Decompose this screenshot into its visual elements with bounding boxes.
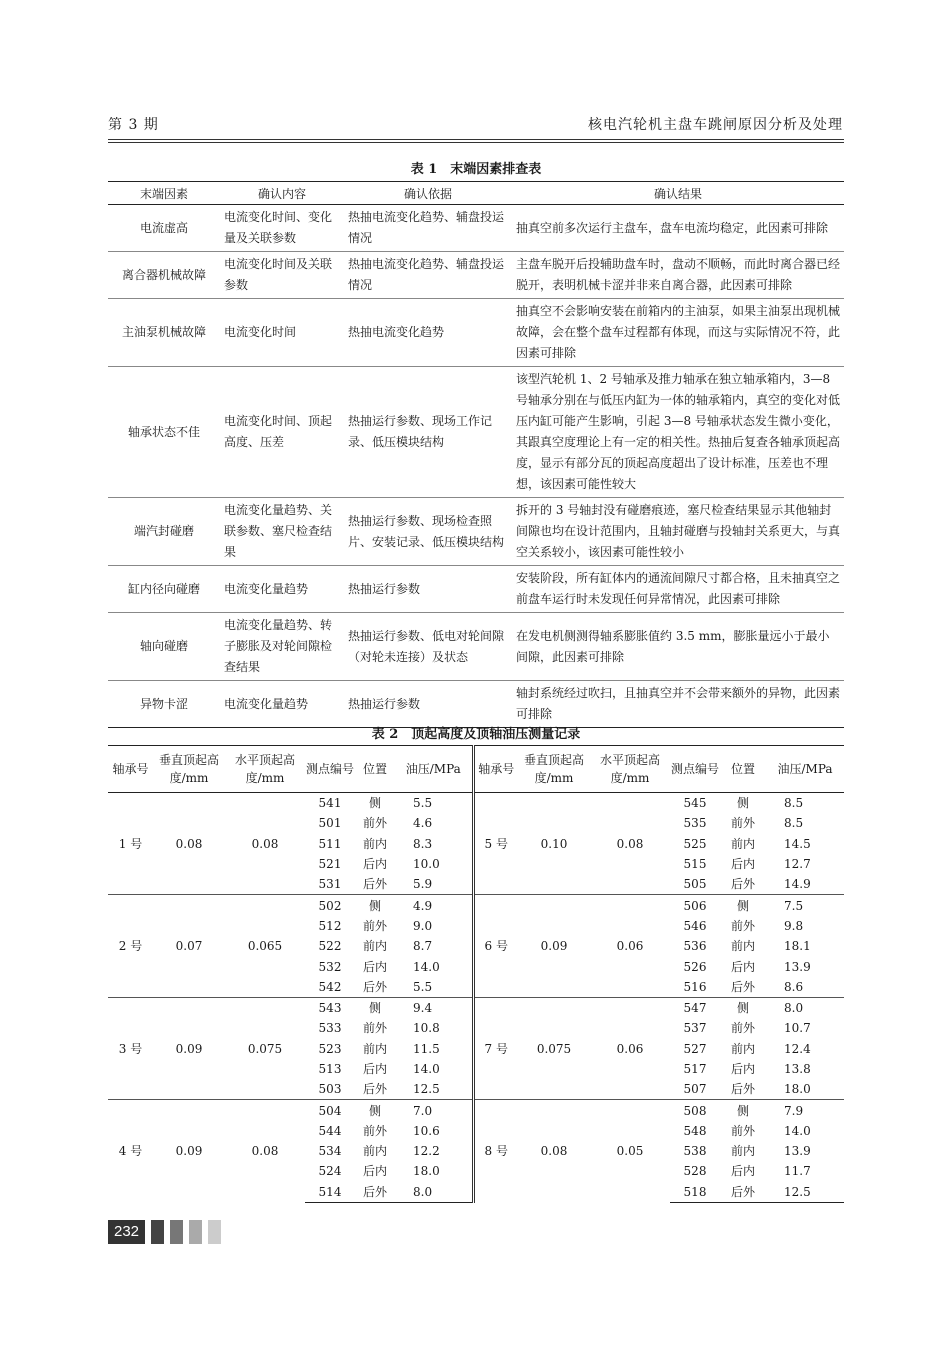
table1-cell: 在发电机侧测得轴系膨胀值约 3.5 mm，膨胀量远小于最小间隙，此因素可排除: [512, 613, 844, 681]
oil-pressure-cell: 11.7: [784, 1164, 811, 1179]
table2-row: [108, 793, 844, 814]
oil-pressure-cell: 5.9: [395, 874, 473, 895]
factor-cell: 电流虚高: [108, 205, 220, 252]
position-cell: 前内: [730, 939, 755, 954]
position-cell: 后内: [362, 959, 387, 974]
position-cell: 侧: [355, 997, 395, 1018]
position-cell: 后内: [730, 1164, 755, 1179]
factor-cell: 主油泵机械故障: [108, 299, 220, 367]
position-cell: 前外: [362, 1123, 387, 1138]
oil-pressure-cell: 12.5: [766, 1182, 844, 1203]
point-id-cell: 514: [305, 1182, 355, 1203]
bearing-cell: 3 号: [108, 997, 153, 1099]
decor-block: [170, 1220, 183, 1244]
position-cell: 前外: [362, 816, 387, 831]
table2-caption: 表 2 顶起高度及顶轴油压测量记录: [371, 727, 581, 742]
position-cell: 后外: [730, 877, 755, 892]
point-id-cell: 503: [318, 1082, 342, 1097]
table1-cell: 热抽电流变化趋势: [344, 299, 512, 367]
oil-pressure-cell: 5.5: [395, 793, 473, 814]
table2-header-cell: 位置: [355, 746, 395, 793]
oil-pressure-cell: 13.9: [784, 1144, 811, 1159]
table1-caption: 表 1 末端因素排查表: [410, 162, 542, 177]
horizontal-lift-cell: 0.06: [590, 895, 670, 997]
point-id-cell: 527: [683, 1041, 707, 1056]
table2: [108, 745, 844, 1203]
factor-cell: 端汽封碰磨: [108, 498, 220, 566]
point-id-cell: 506: [670, 895, 720, 916]
position-cell: 侧: [355, 1100, 395, 1121]
bearing-cell: 8 号: [473, 1100, 518, 1202]
table1-cell: 抽真空不会影响安装在前箱内的主油泵，如果主油泵出现机械故障，会在整个盘车过程都有体现，而这与实际情况不符，此因素可排除: [512, 299, 844, 367]
position-cell: 后内: [362, 857, 387, 872]
table1-cell: 电流变化时间及关联参数: [220, 252, 344, 299]
oil-pressure-cell: 14.0: [784, 1123, 811, 1138]
point-id-cell: 532: [318, 959, 342, 974]
oil-pressure-cell: 8.0: [395, 1182, 473, 1203]
oil-pressure-cell: 7.5: [766, 895, 844, 916]
vertical-lift-cell: 0.10: [540, 836, 568, 851]
horizontal-lift-cell: 0.05: [590, 1100, 670, 1202]
oil-pressure-cell: 5.5: [395, 977, 473, 998]
oil-pressure-cell: 8.6: [784, 979, 804, 994]
oil-pressure-cell: 18.0: [395, 1161, 473, 1181]
table2-row: [108, 895, 844, 916]
bearing-cell: 5 号: [484, 836, 508, 851]
position-cell: 后内: [730, 857, 755, 872]
oil-pressure-cell: 4.9: [395, 895, 473, 916]
point-id-cell: 544: [318, 1123, 342, 1138]
factor-cell: 离合器机械故障: [108, 252, 220, 299]
position-cell: 后外: [362, 979, 387, 994]
point-id-cell: 538: [683, 1144, 707, 1159]
factor-cell: 轴承状态不佳: [108, 367, 220, 498]
position-cell: 后内: [362, 1062, 387, 1076]
position-cell: 前外: [362, 1021, 387, 1036]
point-id-cell: 517: [683, 1062, 707, 1076]
table1-cell: 拆开的 3 号轴封没有碰磨痕迹，塞尺检查结果显示其他轴封间隙也均在设计范围内，且轴封碰磨与投轴封关系更大，与真空关系较小，该因素可能性较小: [512, 498, 844, 566]
bearing-cell: 4 号: [108, 1100, 153, 1202]
table2-header-cell: 测点编号: [670, 746, 720, 793]
table2-header-cell: 垂直顶起高度/mm: [153, 746, 225, 793]
position-cell: 后外: [355, 1182, 395, 1203]
table2-header-cell: 油压/MPa: [395, 746, 473, 793]
factor-cell: 缸内径向碰磨: [108, 566, 220, 613]
position-cell: 侧: [355, 895, 395, 916]
table2-row: [108, 1100, 844, 1121]
oil-pressure-cell: 8.7: [395, 936, 473, 956]
point-id-cell: 545: [683, 796, 707, 811]
point-id-cell: 531: [318, 877, 342, 892]
point-id-cell: 511: [318, 836, 342, 851]
running-title: 核电汽轮机主盘车跳闸原因分析及处理: [588, 117, 843, 133]
horizontal-lift-cell: 0.08: [616, 836, 644, 851]
oil-pressure-cell: 11.5: [395, 1039, 473, 1059]
vertical-lift-cell: 0.07: [153, 895, 225, 997]
point-id-cell: 504: [305, 1100, 355, 1121]
point-id-cell: 512: [318, 918, 342, 933]
point-id-cell: 528: [683, 1164, 707, 1179]
table2-header-cell: 测点编号: [305, 746, 355, 793]
point-id-cell: 536: [683, 939, 707, 954]
point-id-cell: 526: [683, 959, 707, 974]
bearing-cell: 1 号: [118, 836, 143, 851]
table2-header-cell: 水平顶起高度/mm: [225, 746, 305, 793]
oil-pressure-cell: 14.5: [784, 836, 811, 851]
position-cell: 前内: [730, 1144, 755, 1159]
oil-pressure-cell: 13.8: [784, 1062, 811, 1076]
decor-block: [208, 1220, 221, 1244]
table1-cell: 抽真空前多次运行主盘车，盘车电流均稳定，此因素可排除: [512, 205, 844, 252]
horizontal-lift-cell: 0.075: [225, 997, 305, 1099]
position-cell: 后外: [720, 1182, 766, 1203]
point-id-cell: 502: [305, 895, 355, 916]
vertical-lift-cell: 0.075: [518, 997, 590, 1099]
bearing-cell: 7 号: [473, 997, 518, 1099]
table1-row: [108, 299, 844, 367]
table1-cell: 电流变化量趋势: [220, 681, 344, 728]
point-id-cell: 535: [683, 816, 707, 831]
table1-cell: 热抽电流变化趋势、辅盘投运情况: [344, 205, 512, 252]
table1-row: [108, 498, 844, 566]
position-cell: 前内: [730, 1041, 755, 1056]
point-id-cell: 524: [318, 1164, 342, 1179]
table1-header-cell: 确认内容: [220, 182, 344, 205]
vertical-lift-cell: 0.09: [518, 895, 590, 997]
table1-cell: 主盘车脱开后投辅助盘车时，盘动不顺畅，而此时离合器已经脱开，表明机械卡涩并非来自离合器，此因素可排除: [512, 252, 844, 299]
oil-pressure-cell: 8.5: [784, 796, 804, 811]
table1-cell: 热抽运行参数、现场工作记录、低压模块结构: [344, 367, 512, 498]
point-id-cell: 521: [318, 857, 342, 872]
oil-pressure-cell: 9.0: [395, 916, 473, 936]
table1-cell: 该型汽轮机 1、2 号轴承及推力轴承在独立轴承箱内，3—8 号轴承分别在与低压内缸为一体的轴承箱内，真空的变化对低压内缸可能产生影响，引起 3—8 号轴承状态发生微小变化，其跟真空度理论上有一定的相关性。热抽后复查各轴承顶起高度，显示有部分瓦的顶起高度超出了设计标准，压差也不理想，该因素可能性较大: [512, 367, 844, 498]
position-cell: 前内: [362, 836, 387, 851]
page-footer: [108, 1220, 221, 1244]
point-id-cell: 515: [683, 857, 707, 872]
table1-header-cell: 确认结果: [512, 182, 844, 205]
position-cell: 前内: [730, 836, 755, 851]
point-id-cell: 513: [318, 1062, 342, 1076]
oil-pressure-cell: 8.5: [784, 816, 804, 831]
position-cell: 后内: [730, 1062, 755, 1076]
position-cell: 后外: [730, 979, 755, 994]
horizontal-lift-cell: 0.06: [590, 997, 670, 1099]
oil-pressure-cell: 7.0: [395, 1100, 473, 1121]
position-cell: 前外: [730, 918, 755, 933]
table1-cell: 热抽运行参数: [344, 681, 512, 728]
position-cell: 后内: [362, 1164, 387, 1179]
oil-pressure-cell: 14.0: [395, 1059, 473, 1079]
vertical-lift-cell: 0.09: [153, 1100, 225, 1202]
point-id-cell: 518: [670, 1182, 720, 1203]
point-id-cell: 542: [318, 979, 342, 994]
table1-cell: 电流变化时间: [220, 299, 344, 367]
factor-cell: 轴向碰磨: [108, 613, 220, 681]
position-cell: 前外: [730, 816, 755, 831]
table2-header-cell: 水平顶起高度/mm: [590, 746, 670, 793]
point-id-cell: 522: [318, 939, 342, 954]
vertical-lift-cell: 0.08: [518, 1100, 590, 1202]
position-cell: 后外: [730, 1082, 755, 1097]
table1-cell: 热抽运行参数、现场检查照片、安装记录、低压模块结构: [344, 498, 512, 566]
table1-row: [108, 681, 844, 728]
position-cell: 前内: [362, 1144, 387, 1159]
point-id-cell: 543: [305, 997, 355, 1018]
header-rule-2: [108, 142, 844, 143]
decor-block: [151, 1220, 164, 1244]
oil-pressure-cell: 14.0: [395, 956, 473, 976]
point-id-cell: 501: [318, 816, 342, 831]
point-id-cell: 537: [683, 1021, 707, 1036]
oil-pressure-cell: 10.8: [395, 1018, 473, 1038]
table2-header-cell: 垂直顶起高度/mm: [518, 746, 590, 793]
vertical-lift-cell: 0.08: [175, 836, 203, 851]
table1: [108, 181, 844, 728]
point-id-cell: 508: [670, 1100, 720, 1121]
point-id-cell: 546: [683, 918, 707, 933]
oil-pressure-cell: 9.8: [784, 918, 804, 933]
position-cell: 后外: [362, 877, 387, 892]
oil-pressure-cell: 12.2: [395, 1141, 473, 1161]
table1-row: [108, 613, 844, 681]
position-cell: 前外: [362, 918, 387, 933]
point-id-cell: 548: [683, 1123, 707, 1138]
table1-row: [108, 566, 844, 613]
horizontal-lift-cell: 0.08: [225, 1100, 305, 1202]
oil-pressure-cell: 12.5: [395, 1079, 473, 1100]
table1-cell: 电流变化量趋势: [220, 566, 344, 613]
position-cell: 侧: [368, 796, 381, 811]
point-id-cell: 533: [318, 1021, 342, 1036]
page-number: 232: [108, 1220, 145, 1244]
oil-pressure-cell: 7.9: [766, 1100, 844, 1121]
table1-cell: 轴封系统经过吹扫，且抽真空并不会带来额外的异物，此因素可排除: [512, 681, 844, 728]
table1-cell: 热抽运行参数: [344, 566, 512, 613]
position-cell: 前外: [730, 1021, 755, 1036]
oil-pressure-cell: 4.6: [395, 813, 473, 833]
table1-row: [108, 367, 844, 498]
table1-cell: 电流变化时间、顶起高度、压差: [220, 367, 344, 498]
oil-pressure-cell: 12.4: [784, 1041, 811, 1056]
bearing-cell: 2 号: [108, 895, 153, 997]
table1-row: [108, 252, 844, 299]
point-id-cell: 525: [683, 836, 707, 851]
point-id-cell: 505: [683, 877, 707, 892]
table1-cell: 热抽电流变化趋势、辅盘投运情况: [344, 252, 512, 299]
decor-block: [189, 1220, 202, 1244]
point-id-cell: 507: [683, 1082, 707, 1097]
point-id-cell: 516: [683, 979, 707, 994]
table2-row: [108, 997, 844, 1018]
oil-pressure-cell: 10.6: [395, 1121, 473, 1141]
oil-pressure-cell: 18.1: [784, 939, 811, 954]
point-id-cell: 523: [318, 1041, 342, 1056]
point-id-cell: 547: [670, 997, 720, 1018]
point-id-cell: 534: [318, 1144, 342, 1159]
journal-issue: 第 3 期: [108, 117, 159, 133]
position-cell: 侧: [720, 1100, 766, 1121]
oil-pressure-cell: 8.3: [395, 834, 473, 854]
oil-pressure-cell: 13.9: [784, 959, 811, 974]
table1-cell: 电流变化量趋势、转子膨胀及对轮间隙检查结果: [220, 613, 344, 681]
position-cell: 后外: [362, 1082, 387, 1097]
oil-pressure-cell: 18.0: [784, 1082, 811, 1097]
table1-cell: 热抽运行参数、低电对轮间隙（对轮未连接）及状态: [344, 613, 512, 681]
table2-header-cell: 轴承号: [473, 746, 518, 793]
position-cell: 侧: [720, 997, 766, 1018]
point-id-cell: 541: [318, 796, 342, 811]
table1-cell: 电流变化量趋势、关联参数、塞尺检查结果: [220, 498, 344, 566]
table1-cell: 电流变化时间、变化量及关联参数: [220, 205, 344, 252]
position-cell: 侧: [720, 895, 766, 916]
table1-cell: 安装阶段，所有缸体内的通流间隙尺寸都合格，且未抽真空之前盘车运行时未发现任何异常情况，此因素可排除: [512, 566, 844, 613]
bearing-cell: 6 号: [473, 895, 518, 997]
horizontal-lift-cell: 0.065: [225, 895, 305, 997]
factor-cell: 异物卡涩: [108, 681, 220, 728]
oil-pressure-cell: 14.9: [784, 877, 811, 892]
oil-pressure-cell: 10.7: [784, 1021, 811, 1036]
position-cell: 前内: [362, 1041, 387, 1056]
oil-pressure-cell: 12.7: [784, 857, 811, 872]
table2-header-cell: 位置: [720, 746, 766, 793]
header-rule: [108, 139, 844, 140]
table1-header-cell: 确认依据: [344, 182, 512, 205]
position-cell: 前内: [362, 939, 387, 954]
vertical-lift-cell: 0.09: [153, 997, 225, 1099]
oil-pressure-cell: 10.0: [395, 854, 473, 874]
position-cell: 前外: [730, 1123, 755, 1138]
position-cell: 侧: [736, 796, 749, 811]
table1-row: [108, 205, 844, 252]
table2-header-cell: 油压/MPa: [766, 746, 844, 793]
horizontal-lift-cell: 0.08: [251, 836, 279, 851]
oil-pressure-cell: 8.0: [766, 997, 844, 1018]
table1-header-cell: 末端因素: [108, 182, 220, 205]
oil-pressure-cell: 9.4: [395, 997, 473, 1018]
table2-header-cell: 轴承号: [108, 746, 153, 793]
position-cell: 后内: [730, 959, 755, 974]
